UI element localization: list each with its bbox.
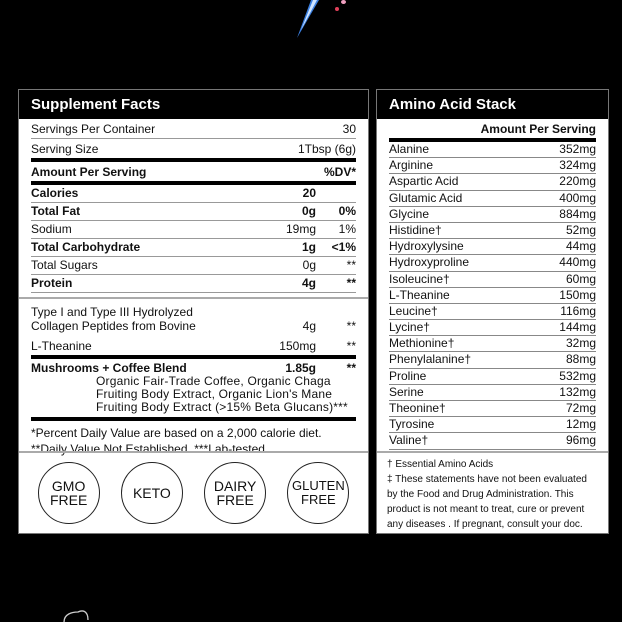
- amino-amount: 52mg: [565, 222, 596, 237]
- blend-amount: 1.85g: [285, 361, 316, 375]
- amino-amount: 324mg: [559, 158, 596, 173]
- amino-amount: 144mg: [559, 320, 596, 335]
- amino-acid-row: [389, 207, 596, 223]
- amino-amount: 132mg: [559, 384, 596, 399]
- nutrient-dv: 1%: [338, 222, 356, 236]
- badge-line: GLUTEN: [292, 478, 345, 493]
- nutrient-dv: **: [346, 258, 356, 272]
- amino-name: Proline: [389, 368, 427, 383]
- sparkle-dot: [341, 0, 346, 4]
- blend-description: [31, 375, 356, 421]
- amino-amount: 72mg: [565, 401, 596, 415]
- amino-acid-row: [389, 304, 596, 320]
- amino-amount: 352mg: [559, 142, 596, 156]
- amino-name: Isoleucine†: [389, 271, 450, 286]
- servings-per-container-row: [31, 119, 356, 139]
- nutrient-row: [31, 239, 356, 257]
- amino-amount: 60mg: [565, 271, 596, 286]
- outline-doodle-decoration: [62, 608, 92, 622]
- nutrient-row: [31, 275, 356, 293]
- amino-amount: 150mg: [559, 287, 596, 302]
- amount-per-serving-header: [31, 162, 356, 185]
- nutrient-name: Protein: [31, 276, 73, 290]
- amino-amount: 88mg: [565, 352, 596, 367]
- amino-acid-row: [389, 320, 596, 336]
- amino-name: Methionine†: [389, 336, 455, 351]
- amino-acid-row: [389, 288, 596, 304]
- nutrient-row: [31, 185, 356, 203]
- ingredient-l-theanine: [31, 333, 356, 359]
- amino-amount: 532mg: [559, 368, 596, 383]
- value: 30: [342, 122, 356, 136]
- badge-line: FREE: [49, 492, 88, 508]
- amino-acid-row: [389, 385, 596, 401]
- supplement-facts-panel: [18, 89, 369, 534]
- amino-name: Serine: [389, 384, 424, 399]
- keto-badge-icon: [121, 462, 183, 524]
- nutrient-amount: 20: [302, 186, 316, 200]
- amino-amount: 96mg: [565, 433, 596, 448]
- amino-amount: 116mg: [560, 303, 596, 318]
- amino-name: L-Theanine: [389, 287, 450, 302]
- amino-acid-row: [389, 142, 596, 158]
- amino-acid-row: [389, 369, 596, 385]
- ingredient-name: L-Theanine: [31, 339, 92, 353]
- amino-acid-row: [389, 336, 596, 352]
- footnote: product is not meant to treat, cure or prevent: [387, 504, 585, 515]
- badge-line: FREE: [301, 492, 336, 507]
- amino-acid-row: [389, 239, 596, 255]
- amino-name: Glutamic Acid: [389, 190, 463, 205]
- amino-name: Valine†: [389, 433, 429, 448]
- amino-amount: 440mg: [559, 255, 596, 270]
- amino-amount: 12mg: [565, 417, 596, 432]
- amino-acid-stack-title: Amino Acid Stack: [377, 90, 608, 119]
- badge-line: GMO: [51, 478, 86, 494]
- amino-acid-stack-panel: [376, 89, 609, 534]
- amino-acid-row: [389, 352, 596, 368]
- label: Serving Size: [31, 142, 99, 156]
- value: 1Tbsp (6g): [297, 142, 356, 156]
- nutrient-name: Total Carbohydrate: [31, 240, 141, 254]
- blend-row: [31, 359, 356, 375]
- blend-name: Mushrooms + Coffee Blend: [31, 361, 187, 375]
- dairy-free-badge-icon: [204, 462, 266, 524]
- nutrient-name: Sodium: [31, 222, 72, 236]
- amino-name: Hydroxylysine: [389, 239, 464, 254]
- amino-acid-row: [389, 191, 596, 207]
- nutrient-dv: **: [346, 276, 356, 290]
- amino-acid-row: [389, 158, 596, 174]
- gmo-free-badge-icon: [38, 462, 100, 524]
- amino-acid-row: [389, 417, 596, 433]
- light-streak-decoration: [297, 0, 319, 38]
- amino-amount: 400mg: [559, 190, 596, 205]
- ingredient-name-line2: Collagen Peptides from Bovine: [31, 319, 196, 333]
- ingredient-amount: 150mg: [279, 339, 316, 353]
- amino-name: Theonine†: [389, 401, 446, 415]
- footnote: **Daily Value Not Established. ***Lab-tested.: [31, 442, 269, 456]
- badge-line: FREE: [216, 492, 254, 508]
- ingredient-amount: 4g: [302, 319, 316, 333]
- amino-name: Glycine: [389, 206, 430, 221]
- amount-header: Amount Per Serving: [31, 165, 147, 179]
- label: Servings Per Container: [31, 122, 156, 136]
- amino-footnotes: [377, 451, 608, 533]
- amino-acid-row: [389, 223, 596, 239]
- nutrient-dv: 0%: [338, 204, 356, 218]
- nutrient-amount: 0g: [302, 258, 316, 272]
- supplement-facts-title: Supplement Facts: [19, 90, 368, 119]
- amino-acid-row: [389, 255, 596, 271]
- blend-line: Organic Fair-Trade Coffee, Organic Chaga: [96, 374, 331, 388]
- nutrient-row: [31, 203, 356, 221]
- blend-line: Fruiting Body Extract, Organic Lion's Mane: [96, 387, 333, 401]
- amino-amount: 44mg: [565, 239, 596, 254]
- diet-badges: [19, 451, 368, 533]
- nutrient-amount: 19mg: [285, 222, 316, 236]
- amino-acid-row: [389, 272, 596, 288]
- nutrient-amount: 4g: [301, 276, 316, 290]
- nutrient-name: Calories: [31, 186, 79, 200]
- badge-line: KETO: [132, 485, 171, 501]
- dv-header: %DV*: [323, 165, 356, 179]
- footnote: *Percent Daily Value are based on a 2,000 calorie diet.: [31, 426, 322, 440]
- badge-line: DAIRY: [213, 478, 257, 494]
- footnote: ‡ These statements have not been evaluated: [387, 474, 587, 485]
- nutrient-name: Total Fat: [31, 204, 81, 218]
- amino-amount: 884mg: [559, 206, 596, 221]
- footnote: any diseases . If pregnant, consult your doc.: [387, 519, 583, 530]
- sparkle-dot: [335, 7, 339, 11]
- ingredient-dv: **: [346, 319, 356, 333]
- amino-acid-row: [389, 433, 596, 449]
- amount-per-serving-header: Amount Per Serving: [389, 119, 596, 142]
- ingredient-collagen: [31, 305, 356, 333]
- amino-name: Histidine†: [389, 222, 442, 237]
- amino-acid-row: [389, 174, 596, 190]
- blend-dv: **: [346, 361, 356, 375]
- amino-name: Lycine†: [389, 320, 430, 335]
- amino-name: Hydroxyproline: [389, 255, 470, 270]
- footnote: † Essential Amino Acids: [387, 459, 494, 470]
- amino-amount: 220mg: [559, 174, 596, 189]
- nutrient-dv: <1%: [331, 240, 356, 254]
- nutrient-amount: 0g: [301, 204, 316, 218]
- amino-name: Leucine†: [389, 303, 438, 318]
- nutrient-row: [31, 221, 356, 239]
- blend-line: Fruiting Body Extract (>15% Beta Glucans)***: [96, 400, 348, 414]
- nutrient-row: [31, 257, 356, 275]
- amino-name: Arginine: [389, 158, 434, 173]
- gluten-free-badge-icon: [287, 462, 349, 524]
- ingredient-dv: **: [346, 339, 356, 353]
- amino-name: Aspartic Acid: [389, 174, 459, 189]
- amino-name: Phenylalanine†: [389, 352, 472, 367]
- nutrient-name: Total Sugars: [31, 258, 98, 272]
- serving-size-row: [31, 139, 356, 162]
- footnote: by the Food and Drug Administration. This: [387, 489, 574, 500]
- ingredient-name-line1: Type I and Type III Hydrolyzed: [31, 305, 193, 319]
- amino-name: Tyrosine: [389, 417, 435, 432]
- amino-acid-row: [389, 401, 596, 417]
- amino-name: Alanine: [389, 142, 430, 156]
- nutrient-amount: 1g: [301, 240, 316, 254]
- amino-amount: 32mg: [565, 336, 596, 351]
